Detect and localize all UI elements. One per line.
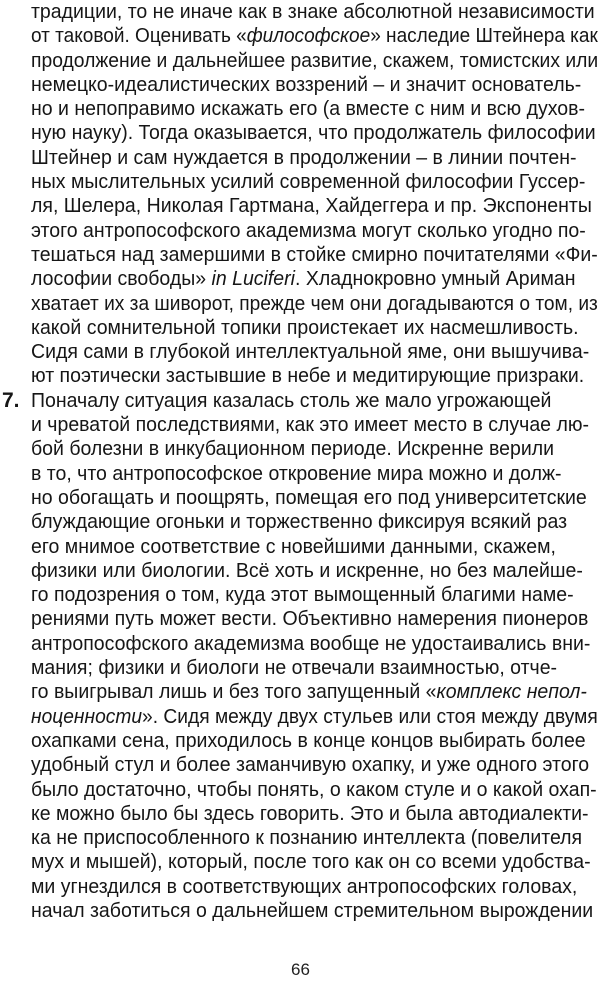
text-run: бой болезни в инкубационном периоде. Искренне верили [31,437,555,461]
text-run: хватает их за шиворот, прежде чем они догадываются о том, из [31,291,598,315]
text-run: Сидя сами в глубокой интеллектуальной яме, они вышучива- [31,340,590,364]
text-line [31,121,598,145]
text-line [31,607,598,631]
text-run: антропософского академизма вообще не удостаивались вни- [31,631,591,655]
italic-text: философское [246,24,371,48]
text-line [31,340,598,364]
text-run: традиции, то не иначе как в знаке абсолютной независимости [31,0,595,23]
text-line [31,850,598,874]
text-line [31,510,598,534]
text-run: было достаточно, чтобы понять, о каком стуле и о какой охап- [31,777,597,801]
text-line [31,753,598,777]
text-line [31,97,598,121]
text-line [31,535,598,559]
text-run: удобный стул и более заманчивую охапку, и уже одного этого [31,753,590,777]
italic-text: ноценности [31,704,143,728]
text-line [31,364,598,388]
text-line [31,729,598,753]
text-line [31,291,598,316]
text-run: рениями путь может вести. Объективно намерения пионеров [31,607,589,631]
text-run: в то, что антропософское откровение мира можно и долж- [31,461,562,485]
text-line [31,48,599,73]
text-run: и чреватой последствиями, как это имеет место в случае лю- [31,413,589,437]
numbered-paragraph [2,388,601,924]
text-run: но обогащать и поощрять, помещая его под университетские [31,485,587,509]
italic-text: in Luciferi [211,267,295,291]
text-line [31,680,598,704]
text-line [31,632,598,656]
text-line [31,316,598,340]
text-run: Штейнер и сам нуждается в продолжении – в линии почтен- [31,145,577,169]
text-line [31,899,598,923]
item-number: 7. [2,388,20,412]
text-line [31,389,598,413]
text-run: начал заботиться о дальнейшем стремительном вырождении [31,898,594,922]
text-line [31,778,598,802]
text-line [31,583,598,607]
text-run: Поначалу ситуация казалась столь же мало угрожающей [31,388,552,412]
text-run: какой сомнительной топики проистекает их насмешливость. [31,315,579,339]
text-line [31,802,598,826]
text-run: ют поэтически застывшие в небе и медитирующие призраки. [31,364,585,388]
text-line [31,24,598,48]
page-number: 66 [291,960,310,979]
text-line [31,413,598,437]
text-line [31,0,598,24]
text-line [31,146,598,170]
text-run: немецко-идеалистических воззрений – и значит основатель- [31,72,582,96]
body-text [2,0,601,923]
text-run: мания; физики и биологи не отвечали взаимностью, отче- [31,656,558,680]
text-run: лософии свободы» [31,267,212,291]
text-run: тешаться над замершими в стойке смирно почитателями «Фи- [31,242,598,266]
text-line [31,462,598,486]
text-run: охапками сена, приходилось в конце концов выбирать более [31,728,586,752]
text-run: ную науку). Тогда оказывается, что продолжатель философии [31,121,596,145]
text-run: физики или биологии. Всё хоть и искренне, но без малейше- [31,558,583,582]
text-line [31,194,598,218]
text-run: блуждающие огоньки и торжественно фиксируя всякий раз [31,510,568,534]
text-line [31,243,597,267]
text-line [31,704,598,729]
text-run: . Хладнокровно умный Ариман [294,267,576,291]
text-line [31,219,598,243]
text-line [31,656,598,680]
text-run: ке можно было бы здесь говорить. Это и была автодиалекти- [31,801,589,825]
text-run: этого антропософского академизма могут сколько угодно по- [31,218,586,242]
text-line [31,437,598,461]
italic-text: комплекс непол- [436,680,587,704]
text-run: ми угнездился в соответствующих антропософских головах, [31,874,578,898]
text-line [31,170,598,194]
text-line [31,559,598,583]
text-run: от таковой. Оценивать « [31,24,247,48]
text-run: ». Сидя между двух стульев или стоя между двумя [142,704,598,728]
text-run: го подозрения о том, куда этот вымощенный благими наме- [31,583,574,607]
text-run: продолжение и дальнейшее развитие, скажем, томистских или [31,48,599,72]
text-line [31,486,598,510]
text-run: го выигрывал лишь и без того запущенный « [31,680,437,704]
text-run: » наследие Штейнера как [370,24,598,48]
text-line [31,826,598,850]
text-run: ка не приспособленного к познанию интеллекта (повелителя [31,826,583,850]
text-line [31,73,598,97]
text-run: ля, Шелера, Николая Гартмана, Хайдеггера и пр. Экспоненты [31,194,592,218]
text-line [31,267,598,291]
text-run: его мнимое соответствие с новейшими данными, скажем, [31,534,556,558]
text-run: но и непоправимо искажать его (а вместе с ним и всю духов- [31,97,585,121]
text-run: ных мыслительных усилий современной философии Гуссер- [31,170,586,194]
text-run: мух и мышей), который, после того как он со всеми удобства- [31,850,591,874]
text-line [31,875,598,899]
